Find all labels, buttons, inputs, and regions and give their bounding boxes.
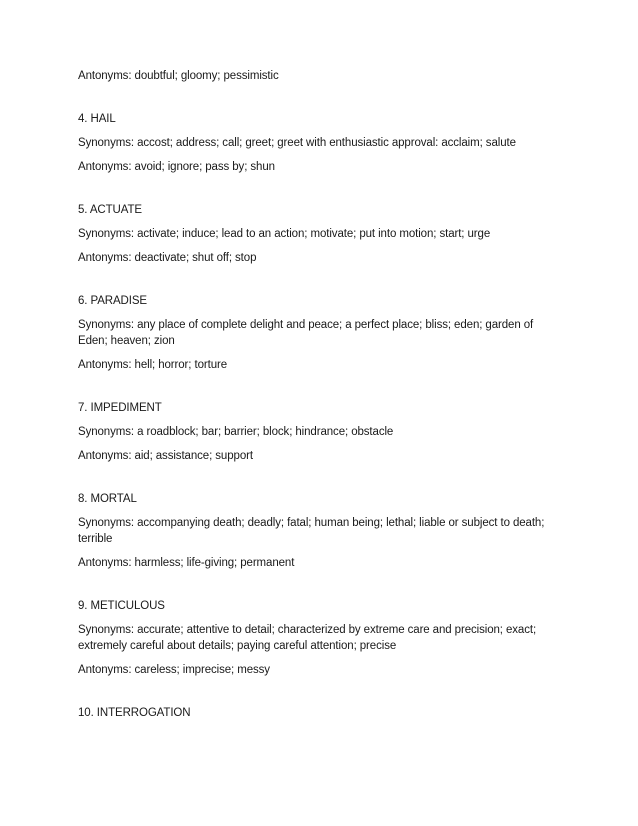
entry-heading: 5. ACTUATE: [78, 204, 142, 216]
entry-antonyms: Antonyms: hell; horror; torture: [78, 359, 228, 371]
entry-heading: 6. PARADISE: [78, 295, 147, 307]
entry-paradise: [78, 293, 558, 373]
entry-hail: [78, 111, 558, 175]
entry-antonyms: Antonyms: careless; imprecise; messy: [78, 664, 270, 676]
entry-meticulous: [78, 598, 558, 678]
entry-antonyms: Antonyms: avoid; ignore; pass by; shun: [78, 161, 275, 173]
entry-heading: 4. HAIL: [78, 113, 116, 125]
entry-actuate: [78, 202, 558, 266]
entry-synonyms: Synonyms: any place of complete delight and peace; a perfect place; bliss; eden; garden of Eden; heaven; zion: [78, 319, 534, 347]
entry-heading: 9. METICULOUS: [78, 600, 165, 612]
entry-synonyms: Synonyms: a roadblock; bar; barrier; block; hindrance; obstacle: [78, 426, 394, 438]
entry-antonyms: Antonyms: harmless; life-giving; permanent: [78, 557, 295, 569]
entry-synonyms: Synonyms: accompanying death; deadly; fatal; human being; lethal; liable or subject to death; terrible: [78, 517, 545, 545]
entry-synonyms: Synonyms: activate; induce; lead to an action; motivate; put into motion; start; urge: [78, 228, 491, 240]
document-page: [78, 68, 558, 721]
entry-heading: 7. IMPEDIMENT: [78, 402, 162, 414]
entry-synonyms: Synonyms: accurate; attentive to detail; characterized by extreme care and precision; exact; extremely careful about details; paying careful attention; precise: [78, 624, 537, 652]
lead-antonyms: Antonyms: doubtful; gloomy; pessimistic: [78, 70, 279, 82]
entry-synonyms: Synonyms: accost; address; call; greet; greet with enthusiastic approval: acclaim; salute: [78, 137, 516, 149]
entry-antonyms: Antonyms: aid; assistance; support: [78, 450, 253, 462]
entry-mortal: [78, 491, 558, 571]
entry-impediment: [78, 400, 558, 464]
entry-antonyms: Antonyms: deactivate; shut off; stop: [78, 252, 257, 264]
entry-heading: 8. MORTAL: [78, 493, 137, 505]
trailing-heading: 10. INTERROGATION: [78, 707, 191, 719]
